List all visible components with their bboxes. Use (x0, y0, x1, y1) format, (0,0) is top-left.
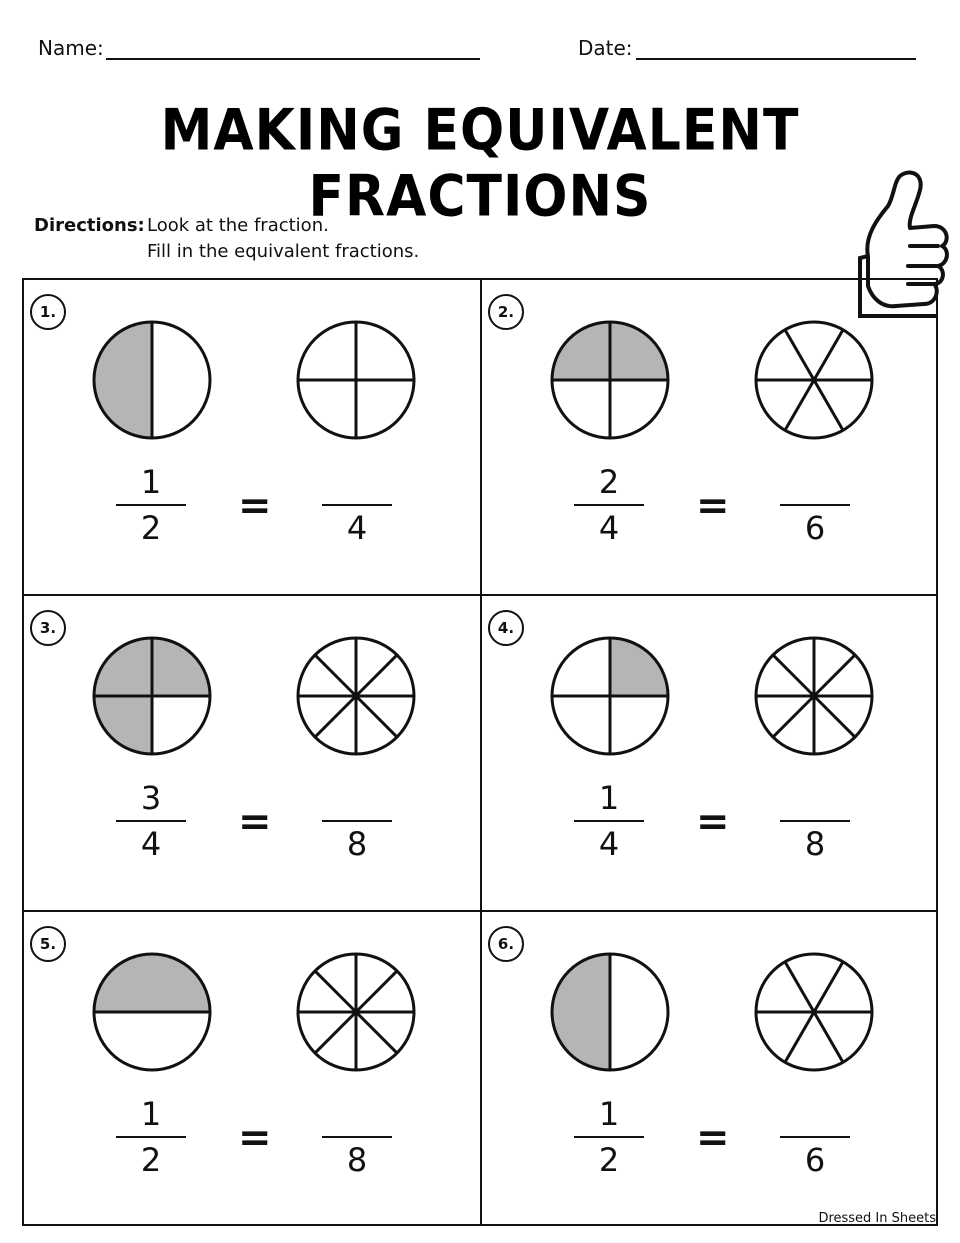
date-label: Date: (578, 36, 633, 60)
target-pie-divider (356, 655, 397, 696)
name-label: Name: (38, 36, 104, 60)
given-fraction (116, 462, 186, 548)
given-denominator: 4 (598, 825, 620, 863)
target-denominator: 4 (346, 509, 368, 547)
credit-text: Dressed In Sheets (818, 1211, 936, 1226)
given-fraction-pie (548, 318, 672, 442)
target-denominator: 6 (804, 1141, 826, 1179)
target-fraction (322, 1094, 392, 1180)
given-fraction (574, 778, 644, 864)
given-fraction-pie (90, 318, 214, 442)
problem-cell-3 (24, 596, 482, 912)
target-pie-divider (315, 655, 356, 696)
target-pie-divider (356, 696, 397, 737)
answer-numerator-blank[interactable] (322, 462, 392, 502)
given-fraction-pie (548, 634, 672, 758)
given-fraction (116, 1094, 186, 1180)
fraction-bar (322, 820, 392, 822)
target-pie-divider (814, 696, 855, 737)
problem-cell-5 (24, 912, 482, 1228)
target-fraction (322, 778, 392, 864)
problem-number-badge: 5. (30, 926, 66, 962)
fraction-bar (322, 1136, 392, 1138)
given-numerator: 1 (140, 463, 162, 501)
given-numerator: 1 (140, 1095, 162, 1133)
target-pie-divider (315, 696, 356, 737)
target-fraction (780, 1094, 850, 1180)
problem-cell-4 (482, 596, 940, 912)
target-denominator: 8 (346, 825, 368, 863)
equals-sign: = (238, 1115, 272, 1161)
target-fraction (780, 778, 850, 864)
fraction-bar (780, 1136, 850, 1138)
target-pie-divider (814, 962, 843, 1012)
target-pie-divider (773, 696, 814, 737)
directions-label: Directions: (34, 215, 145, 236)
target-pie-divider (814, 330, 843, 380)
given-pie-shaded-slice (94, 322, 152, 438)
equals-sign: = (696, 1115, 730, 1161)
problem-cell-2 (482, 280, 940, 596)
given-denominator: 4 (140, 825, 162, 863)
target-fraction-pie (294, 318, 418, 442)
answer-numerator-blank[interactable] (322, 778, 392, 818)
answer-numerator-blank[interactable] (780, 778, 850, 818)
target-denominator: 8 (804, 825, 826, 863)
equals-sign: = (696, 799, 730, 845)
target-fraction-pie (752, 634, 876, 758)
given-fraction (116, 778, 186, 864)
given-numerator: 3 (140, 779, 162, 817)
given-denominator: 2 (140, 509, 162, 547)
problem-number-badge: 1. (30, 294, 66, 330)
fraction-bar (574, 504, 644, 506)
given-denominator: 2 (140, 1141, 162, 1179)
problem-number-badge: 2. (488, 294, 524, 330)
fraction-bar (116, 820, 186, 822)
fraction-bar (574, 820, 644, 822)
problem-cell-1 (24, 280, 482, 596)
target-fraction-pie (294, 634, 418, 758)
answer-numerator-blank[interactable] (780, 1094, 850, 1134)
given-fraction (574, 1094, 644, 1180)
problem-number-badge: 3. (30, 610, 66, 646)
target-fraction-pie (752, 318, 876, 442)
target-pie-divider (356, 1012, 397, 1053)
given-denominator: 2 (598, 1141, 620, 1179)
equals-sign: = (696, 483, 730, 529)
given-denominator: 4 (598, 509, 620, 547)
target-fraction-pie (752, 950, 876, 1074)
target-pie-divider (356, 971, 397, 1012)
directions-line-1: Look at the fraction. (147, 215, 329, 236)
given-fraction (574, 462, 644, 548)
problem-cell-6 (482, 912, 940, 1228)
target-pie-divider (315, 971, 356, 1012)
target-denominator: 6 (804, 509, 826, 547)
problem-number-badge: 4. (488, 610, 524, 646)
directions-line-2: Fill in the equivalent fractions. (147, 241, 420, 262)
equals-sign: = (238, 483, 272, 529)
target-pie-divider (814, 1012, 843, 1062)
given-pie-shaded-slice (552, 954, 610, 1070)
target-pie-divider (315, 1012, 356, 1053)
date-field-line[interactable] (636, 58, 916, 60)
given-fraction-pie (548, 950, 672, 1074)
target-pie-divider (785, 330, 814, 380)
fraction-bar (574, 1136, 644, 1138)
target-pie-divider (814, 380, 843, 430)
problem-number-badge: 6. (488, 926, 524, 962)
given-numerator: 1 (598, 1095, 620, 1133)
name-field-line[interactable] (106, 58, 480, 60)
target-pie-divider (785, 380, 814, 430)
given-fraction-pie (90, 634, 214, 758)
fraction-bar (116, 1136, 186, 1138)
target-fraction (780, 462, 850, 548)
fraction-bar (116, 504, 186, 506)
target-pie-divider (814, 655, 855, 696)
page-title: MAKING EQUIVALENT FRACTIONS (160, 98, 800, 230)
target-denominator: 8 (346, 1141, 368, 1179)
equals-sign: = (238, 799, 272, 845)
given-numerator: 1 (598, 779, 620, 817)
given-pie-shaded-slice (94, 954, 210, 1012)
given-numerator: 2 (598, 463, 620, 501)
fraction-bar (780, 820, 850, 822)
target-fraction (322, 462, 392, 548)
target-fraction-pie (294, 950, 418, 1074)
answer-numerator-blank[interactable] (322, 1094, 392, 1134)
fraction-bar (322, 504, 392, 506)
given-fraction-pie (90, 950, 214, 1074)
fraction-bar (780, 504, 850, 506)
answer-numerator-blank[interactable] (780, 462, 850, 502)
target-pie-divider (785, 962, 814, 1012)
target-pie-divider (785, 1012, 814, 1062)
target-pie-divider (773, 655, 814, 696)
